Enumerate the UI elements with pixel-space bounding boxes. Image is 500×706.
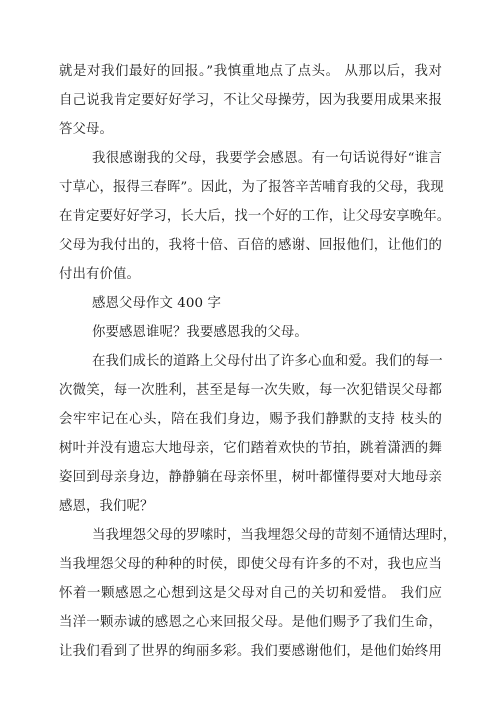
text-line: 会牢牢记在心头，陪在我们身边，赐予我们静默的支持 枝头的 <box>59 412 442 427</box>
text-line: 就是对我们最好的回报。”我慎重地点了点头。 从那以后，我对 <box>59 64 442 79</box>
text-line: 次微笑，每一次胜利，甚至是每一次失败，每一次犯错误父母都 <box>59 383 442 398</box>
text-line: 怀着一颗感恩之心想到这是父母对自己的关切和爱惜。 我们应 <box>59 586 442 601</box>
text-line: 让我们看到了世界的绚丽多彩。我们要感谢他们，是他们始终用 <box>59 644 442 659</box>
section-heading: 感恩父母作文 400 字 <box>92 296 222 311</box>
text-line: 树叶并没有遗忘大地母亲，它们踏着欢快的节拍，跳着潇洒的舞 <box>59 441 442 456</box>
text-line: 你要感恩谁呢？我要感恩我的父母。 <box>92 325 308 340</box>
document-page <box>59 0 457 706</box>
text-line: 寸草心，报得三春晖”。因此，为了报答辛苦哺育我的父母，我现 <box>59 180 444 195</box>
text-line: 当洋一颗赤诚的感恩之心来回报父母。是他们赐予了我们生命， <box>59 615 442 630</box>
text-line: 答父母。 <box>59 122 113 137</box>
text-line: 我很感谢我的父母，我要学会感恩。有一句话说得好“谁言 <box>92 151 442 166</box>
text-line: 当我埋怨父母的罗嗦时，当我埋怨父母的苛刻不通情达理时， <box>92 528 457 543</box>
text-line: 感恩，我们呢？ <box>59 499 154 514</box>
text-line: 姿回到母亲身边，静静躺在母亲怀里，树叶都懂得要对大地母亲 <box>59 470 442 485</box>
text-line: 父母为我付出的，我将十倍、百倍的感谢、回报他们，让他们的 <box>59 238 442 253</box>
text-line: 付出有价值。 <box>59 267 140 282</box>
text-line: 自己说我肯定要好好学习，不让父母操劳，因为我要用成果来报 <box>59 93 442 108</box>
text-line: 在我们成长的道路上父母付出了许多心血和爱。我们的每一 <box>92 354 443 369</box>
text-line: 当我埋怨父母的种种的时侯，即使父母有许多的不对，我也应当 <box>59 557 442 572</box>
text-line: 在肯定要好好学习，长大后，找一个好的工作，让父母安享晚年。 <box>59 209 451 224</box>
